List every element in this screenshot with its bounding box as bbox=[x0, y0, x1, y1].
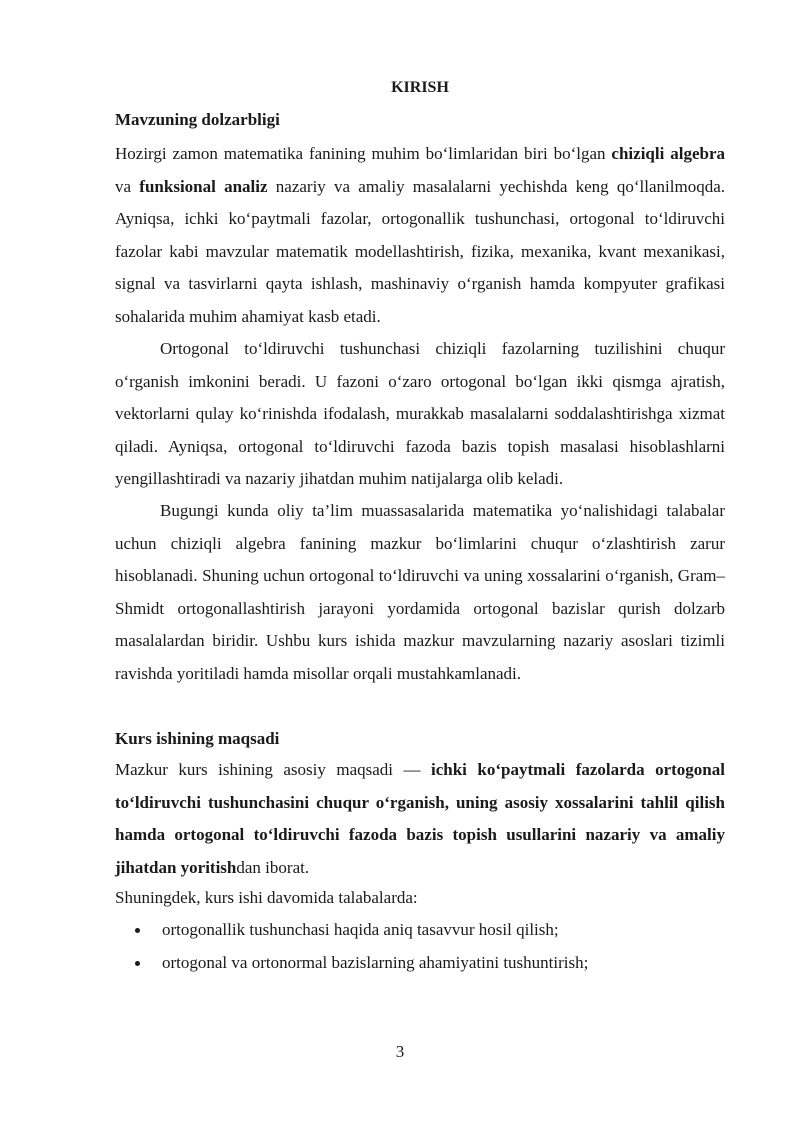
page-title: KIRISH bbox=[391, 79, 449, 96]
list-item bbox=[115, 947, 725, 980]
bullet-icon bbox=[135, 961, 140, 966]
list-item-text: ortogonal va ortonormal bazislarning ahamiyatini tushuntirish; bbox=[162, 952, 589, 972]
bold-term-linear-algebra: chiziqli algebra bbox=[611, 144, 725, 163]
section-heading-relevance: Mavzuning dolzarbligi bbox=[115, 110, 280, 129]
paragraph-relevance-2: Ortogonal to‘ldiruvchi tushunchasi chiziqli fazolarning tuzilishini chuqur o‘rganish imkonini beradi. U fazoni o‘zaro ortogonal bo‘lgan ikki qismga ajratish, vektorlarni qulay ko‘rinishda ifodalash, murakkab masalalarni soddalashtirishga xizmat qiladi. Ayniqsa, ortogonal to‘ldiruvchi fazoda bazis topish masalasi hisoblashlarni yengillashtiradi va nazariy jihatdan muhim natijalarga olib keladi. bbox=[115, 339, 725, 488]
list-item bbox=[115, 914, 725, 947]
bold-goal-statement: ichki ko‘paytmali fazolarda ortogonal to‘ldiruvchi tushunchasini chuqur o‘rganish, uning asosiy xossalarini tahlil qilish hamda ortogonal to‘ldiruvchi fazoda bazis topish usullarini nazariy va amaliy jihatdan yoritish bbox=[115, 760, 725, 877]
paragraph-relevance-3: Bugungi kunda oliy ta’lim muassasalarida matematika yo‘nalishidagi talabalar uchun chiziqli algebra fanining mazkur bo‘limlarini chuqur o‘zlashtirish zarur hisoblanadi. Shuning uchun ortogonal to‘ldiruvchi va uning xossalarini o‘rganish, Gram–Shmidt ortogonallashtirish jarayoni yordamida ortogonal bazislar qurish dolzarb masalalardan biridir. Ushbu kurs ishida mazkur mavzularning nazariy asoslari tizimli ravishda yoritiladi hamda misollar orqali mustahkamlanadi. bbox=[115, 501, 725, 683]
text-run: Hozirgi zamon matematika fanining muhim bo‘limlaridan biri bo‘lgan bbox=[115, 144, 612, 163]
section-heading-goal: Kurs ishining maqsadi bbox=[115, 729, 280, 748]
list-item-text: ortogonallik tushunchasi haqida aniq tasavvur hosil qilish; bbox=[162, 920, 559, 939]
paragraph-relevance-1 bbox=[115, 138, 725, 333]
page-number: 3 bbox=[395, 1042, 405, 1061]
goal-bullet-list bbox=[115, 914, 725, 979]
bullet-icon bbox=[135, 928, 140, 933]
text-run: Mazkur kurs ishining asosiy maqsadi — bbox=[115, 760, 431, 779]
text-run: va bbox=[115, 176, 140, 196]
paragraph-goal-2: Shuningdek, kurs ishi davomida talabalarda: bbox=[115, 888, 418, 907]
text-run: dan iborat. bbox=[236, 857, 310, 877]
text-run: nazariy va amaliy masalalarni yechishda keng qo‘llanilmoqda. Ayniqsa, ichki ko‘paytmali fazolar, ortogonallik tushunchasi, ortogonal to‘ldiruvchi fazolar kabi mavzular matematik modellashtirish, fizika, mexanika, kvant mexanikasi, signal va tasvirlarni qayta ishlash, mashinaviy o‘rganish hamda kompyuter grafikasi sohalarida muhim ahamiyat kasb etadi. bbox=[115, 176, 725, 326]
bold-term-functional-analysis: funksional analiz bbox=[139, 176, 268, 196]
paragraph-goal-1 bbox=[115, 754, 725, 884]
